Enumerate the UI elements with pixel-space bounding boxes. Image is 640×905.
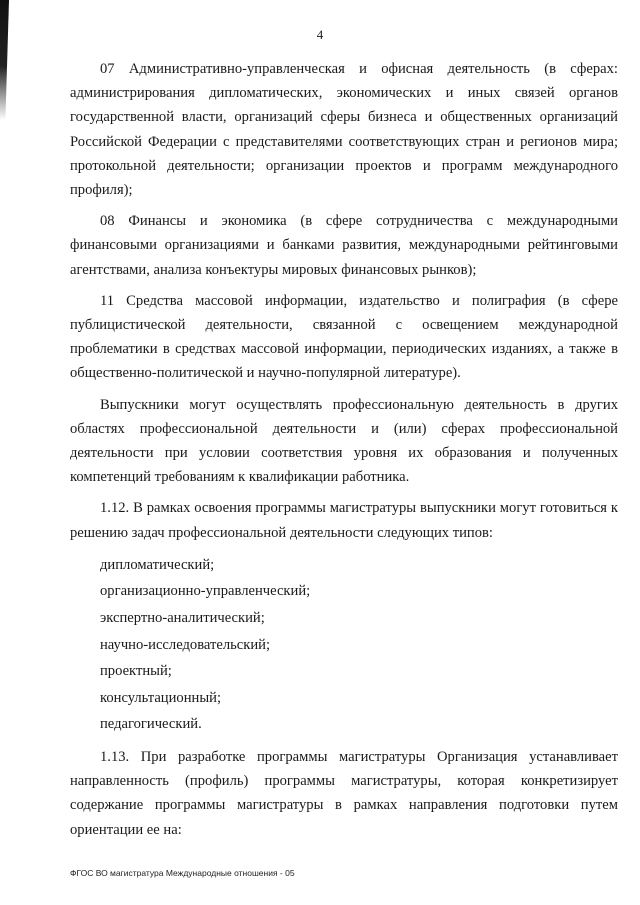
task-types-list [70,552,618,738]
paragraph-08-finance: 08 Финансы и экономика (в сфере сотрудничества с международными финансовыми организациями и банками развития, международными рейтинговыми агентствами, анализа конъектуры мировых финансовых рынков); [70,213,618,278]
paragraph-1-12: 1.12. В рамках освоения программы магистратуры выпускники могут готовиться к решению задач профессиональной деятельности следующих типов: [70,500,618,541]
scan-edge-shadow [0,0,9,120]
list-item: организационно-управленческий; [100,583,311,600]
list-item: педагогический. [100,716,202,733]
page-number: 4 [316,27,324,42]
list-item: экспертно-аналитический; [100,610,265,627]
paragraph-1-13: 1.13. При разработке программы магистратуры Организация устанавливает направленность (профиль) программы магистратуры, которая конкретизирует содержание программы магистратуры в рамках направления подготовки путем ориентации ее на: [70,749,618,838]
document-footer: ФГОС ВО магистратура Международные отношения - 05 [70,868,295,878]
paragraph-graduates-other-areas: Выпускники могут осуществлять профессиональную деятельность в других областях профессиональной деятельности и (или) сферах профессиональной деятельности при условии соответствия уровня их образования и полученных компетенций требованиям к квалификации работника. [70,396,618,486]
list-item: дипломатический; [100,556,215,573]
list-item: научно-исследовательский; [100,636,271,653]
list-item: проектный; [100,663,172,680]
list-item: консультационный; [100,689,222,706]
page-body [70,57,618,849]
paragraph-11-media: 11 Средства массовой информации, издательство и полиграфия (в сфере публицистической деятельности, связанной с освещением международной проблематики в средствах массовой информации, периодических изданиях, а также в общественно-политической и научно-популярной литературе). [70,292,618,382]
paragraph-07-administrative: 07 Административно-управленческая и офисная деятельность (в сферах: администрирования дипломатических, экономических и иных связей органов государственной власти, организаций сферы бизнеса и общественных организаций Российской Федерации с представителями соответствующих стран и регионов мира; протокольной деятельности; организации проектов и программ международного профиля); [70,61,618,199]
